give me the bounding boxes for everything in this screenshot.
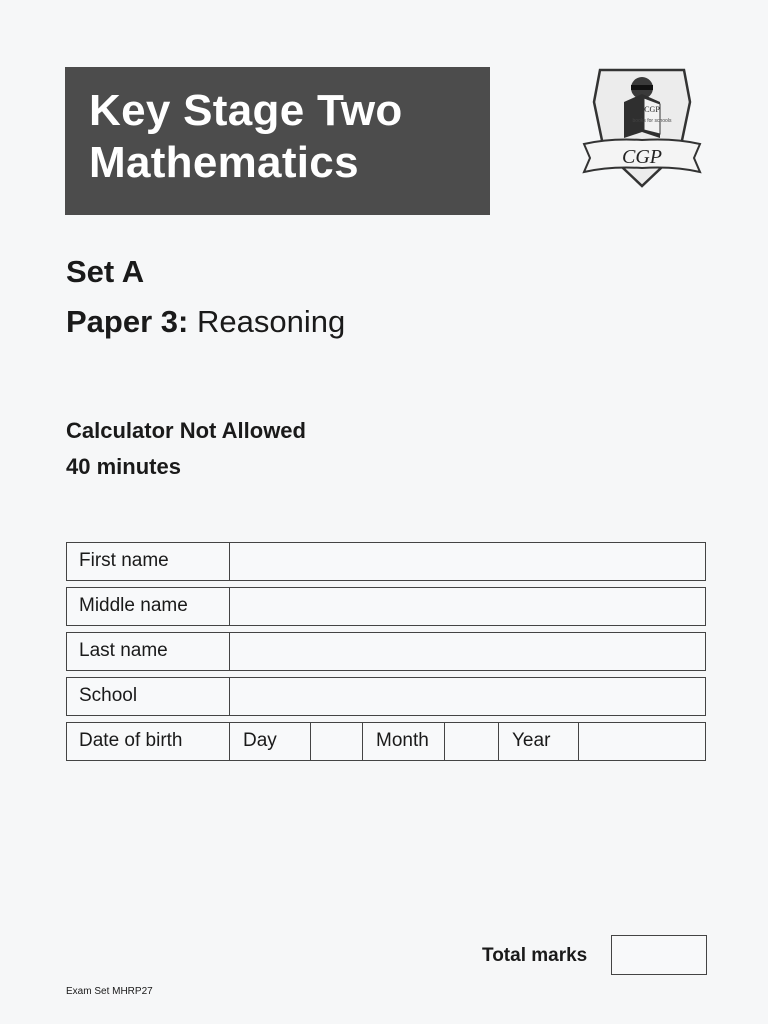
- school-field[interactable]: [230, 678, 705, 715]
- pupil-details-table: [66, 542, 706, 767]
- day-field[interactable]: [311, 723, 363, 760]
- month-label-cell: [363, 723, 445, 760]
- logo-book-text: CGP: [644, 105, 660, 114]
- school-label: School: [67, 678, 230, 715]
- total-marks-label: Total marks: [482, 945, 588, 966]
- cgp-logo: [580, 62, 704, 194]
- logo-book-subtext: books for schools: [632, 118, 672, 124]
- month-label: Month: [376, 730, 429, 751]
- title-banner: [65, 67, 490, 215]
- first-name-row: [66, 542, 706, 581]
- title-line-1: Key Stage Two: [89, 86, 403, 135]
- year-label-cell: [499, 723, 579, 760]
- middle-name-row: [66, 587, 706, 626]
- paper-heading: [66, 302, 345, 342]
- exam-set-code: Exam Set MHRP27: [66, 986, 153, 997]
- day-label-cell: [230, 723, 311, 760]
- calculator-note: Calculator Not Allowed: [66, 418, 306, 443]
- paper-number: Paper 3:: [66, 304, 189, 339]
- middle-name-field[interactable]: [230, 588, 705, 625]
- total-marks-box[interactable]: [611, 935, 707, 975]
- first-name-field[interactable]: [230, 543, 705, 580]
- paper-name: Reasoning: [196, 304, 346, 339]
- date-of-birth-fields: [230, 723, 705, 760]
- last-name-field[interactable]: [230, 633, 705, 670]
- duration: 40 minutes: [66, 454, 181, 479]
- title-line-2: Mathematics: [89, 138, 359, 187]
- first-name-label: First name: [67, 543, 230, 580]
- last-name-label: Last name: [67, 633, 230, 670]
- year-field[interactable]: [579, 723, 705, 760]
- day-label: Day: [243, 730, 277, 751]
- year-label: Year: [512, 730, 551, 751]
- date-of-birth-row: [66, 722, 706, 761]
- logo-banner-text: CGP: [622, 146, 662, 168]
- last-name-row: [66, 632, 706, 671]
- set-heading: Set A: [66, 254, 145, 289]
- school-row: [66, 677, 706, 716]
- date-of-birth-label: Date of birth: [67, 723, 230, 760]
- month-field[interactable]: [445, 723, 499, 760]
- middle-name-label: Middle name: [67, 588, 230, 625]
